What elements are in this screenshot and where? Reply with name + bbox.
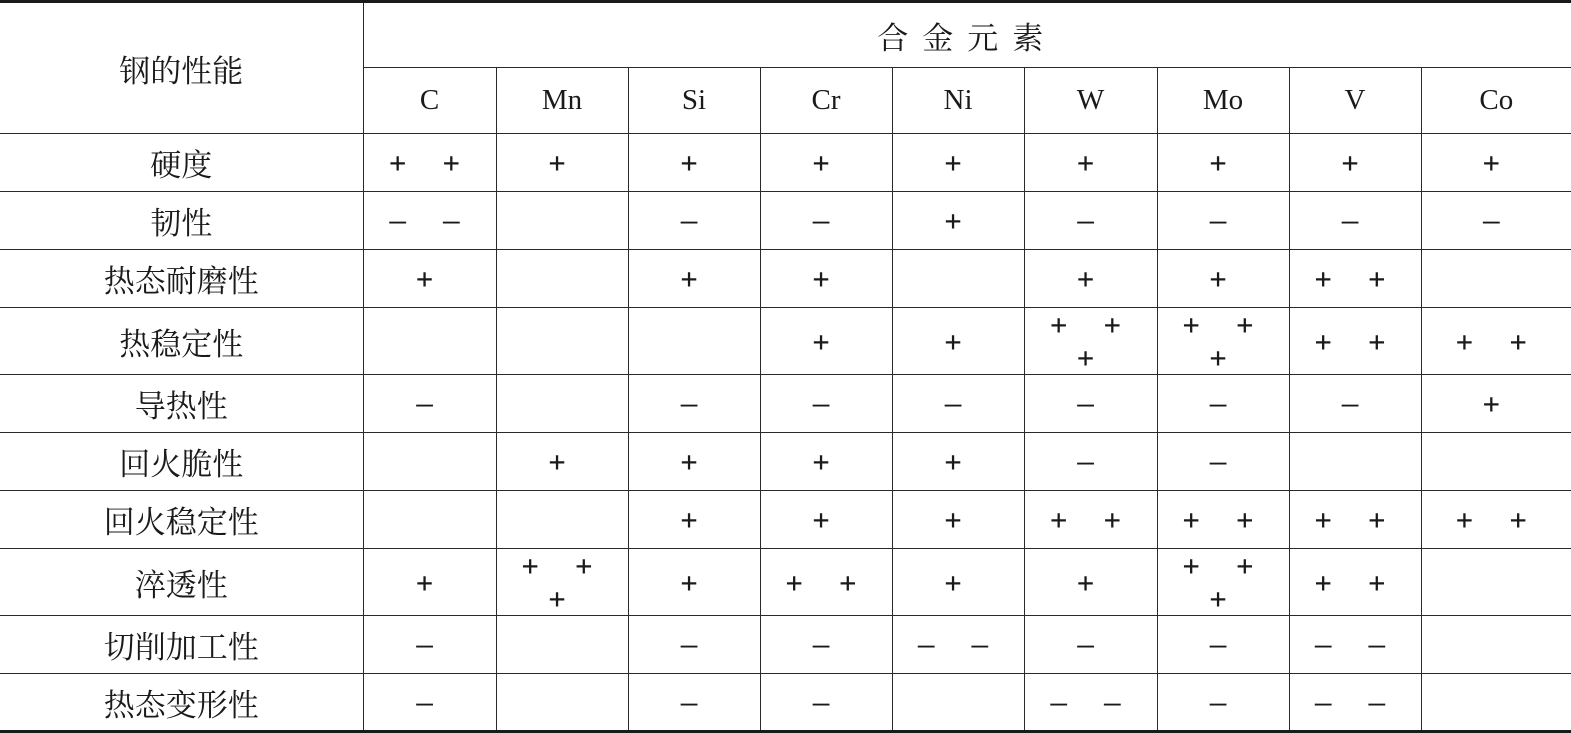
- effect-cell-v: +: [1289, 134, 1421, 192]
- element-header-c: C: [363, 68, 496, 134]
- effect-cell-mo: –: [1157, 433, 1289, 491]
- effect-cell-mo: + + +: [1157, 308, 1289, 375]
- table-row: [0, 134, 1571, 192]
- effect-cell-si: –: [628, 674, 760, 732]
- effect-cell-mo: + + +: [1157, 549, 1289, 616]
- effect-cell-ni: +: [892, 192, 1024, 250]
- effect-cell-mo: –: [1157, 674, 1289, 732]
- effect-cell-c: [363, 491, 496, 549]
- effect-cell-c: +: [363, 250, 496, 308]
- effect-cell-c: [363, 308, 496, 375]
- effect-cell-c: –: [363, 375, 496, 433]
- property-label: 淬透性: [0, 549, 363, 616]
- property-label: 热态耐磨性: [0, 250, 363, 308]
- effect-cell-cr: +: [760, 308, 892, 375]
- table-row: [0, 192, 1571, 250]
- effect-cell-cr: +: [760, 134, 892, 192]
- property-label: 切削加工性: [0, 616, 363, 674]
- table-row: [0, 308, 1571, 375]
- effect-cell-si: +: [628, 433, 760, 491]
- effect-cell-v: – –: [1289, 616, 1421, 674]
- property-label: 硬度: [0, 134, 363, 192]
- effect-cell-co: [1421, 433, 1571, 491]
- effect-cell-mn: + + +: [496, 549, 628, 616]
- effect-cell-w: –: [1024, 433, 1157, 491]
- effect-cell-c: –: [363, 674, 496, 732]
- effect-cell-si: +: [628, 549, 760, 616]
- effect-cell-cr: –: [760, 192, 892, 250]
- element-header-v: V: [1289, 68, 1421, 134]
- effect-cell-co: + +: [1421, 491, 1571, 549]
- effect-cell-co: +: [1421, 134, 1571, 192]
- effect-cell-si: –: [628, 375, 760, 433]
- effect-cell-ni: +: [892, 549, 1024, 616]
- effect-cell-v: –: [1289, 375, 1421, 433]
- effect-cell-mo: +: [1157, 134, 1289, 192]
- alloy-elements-header: 合金元素: [363, 2, 1571, 68]
- effect-cell-w: – –: [1024, 674, 1157, 732]
- effect-cell-v: + +: [1289, 308, 1421, 375]
- effect-cell-mo: –: [1157, 192, 1289, 250]
- effect-cell-co: [1421, 250, 1571, 308]
- effect-cell-c: + +: [363, 134, 496, 192]
- effect-cell-c: – –: [363, 192, 496, 250]
- effect-cell-ni: [892, 250, 1024, 308]
- effect-cell-ni: –: [892, 375, 1024, 433]
- effect-cell-co: –: [1421, 192, 1571, 250]
- effect-cell-cr: –: [760, 616, 892, 674]
- effect-cell-cr: –: [760, 375, 892, 433]
- effect-cell-ni: +: [892, 433, 1024, 491]
- effect-cell-w: –: [1024, 616, 1157, 674]
- property-label: 导热性: [0, 375, 363, 433]
- effect-cell-co: +: [1421, 375, 1571, 433]
- table-row: [0, 250, 1571, 308]
- element-header-co: Co: [1421, 68, 1571, 134]
- effect-cell-w: –: [1024, 192, 1157, 250]
- effect-cell-w: –: [1024, 375, 1157, 433]
- effect-cell-cr: + +: [760, 549, 892, 616]
- table-row: [0, 674, 1571, 732]
- effect-cell-mn: [496, 491, 628, 549]
- effect-cell-mn: +: [496, 433, 628, 491]
- effect-cell-cr: +: [760, 491, 892, 549]
- effect-cell-w: +: [1024, 549, 1157, 616]
- effect-cell-mo: –: [1157, 616, 1289, 674]
- table-row: [0, 549, 1571, 616]
- element-header-mn: Mn: [496, 68, 628, 134]
- property-label: 热稳定性: [0, 308, 363, 375]
- table-body: [0, 134, 1571, 732]
- effect-cell-ni: +: [892, 308, 1024, 375]
- property-label: 回火稳定性: [0, 491, 363, 549]
- effect-cell-mo: + +: [1157, 491, 1289, 549]
- effect-cell-si: +: [628, 134, 760, 192]
- effect-cell-w: + +: [1024, 491, 1157, 549]
- table-row: [0, 491, 1571, 549]
- effect-cell-w: +: [1024, 250, 1157, 308]
- effect-cell-v: + +: [1289, 549, 1421, 616]
- effect-cell-v: –: [1289, 192, 1421, 250]
- effect-cell-v: [1289, 433, 1421, 491]
- element-header-ni: Ni: [892, 68, 1024, 134]
- effect-cell-cr: –: [760, 674, 892, 732]
- element-header-cr: Cr: [760, 68, 892, 134]
- table-row: [0, 433, 1571, 491]
- effect-cell-si: +: [628, 250, 760, 308]
- table-row: [0, 616, 1571, 674]
- element-header-si: Si: [628, 68, 760, 134]
- effect-cell-cr: +: [760, 433, 892, 491]
- effect-cell-si: –: [628, 616, 760, 674]
- effect-cell-mn: [496, 192, 628, 250]
- property-label: 韧性: [0, 192, 363, 250]
- effect-cell-v: – –: [1289, 674, 1421, 732]
- effect-cell-c: +: [363, 549, 496, 616]
- effect-cell-co: + +: [1421, 308, 1571, 375]
- effect-cell-ni: +: [892, 134, 1024, 192]
- effect-cell-si: +: [628, 491, 760, 549]
- effect-cell-v: + +: [1289, 250, 1421, 308]
- effect-cell-ni: – –: [892, 616, 1024, 674]
- effect-cell-mn: [496, 375, 628, 433]
- effect-cell-co: [1421, 616, 1571, 674]
- effect-cell-w: + + +: [1024, 308, 1157, 375]
- effect-cell-cr: +: [760, 250, 892, 308]
- property-header: 钢的性能: [0, 2, 363, 134]
- effect-cell-ni: +: [892, 491, 1024, 549]
- effect-cell-w: +: [1024, 134, 1157, 192]
- effect-cell-c: [363, 433, 496, 491]
- property-label: 回火脆性: [0, 433, 363, 491]
- effect-cell-mo: +: [1157, 250, 1289, 308]
- effect-cell-v: + +: [1289, 491, 1421, 549]
- effect-cell-si: [628, 308, 760, 375]
- effect-cell-mn: [496, 250, 628, 308]
- element-header-mo: Mo: [1157, 68, 1289, 134]
- effect-cell-mo: –: [1157, 375, 1289, 433]
- effect-cell-co: [1421, 674, 1571, 732]
- property-label: 热态变形性: [0, 674, 363, 732]
- effect-cell-mn: +: [496, 134, 628, 192]
- effect-cell-c: –: [363, 616, 496, 674]
- effect-cell-mn: [496, 308, 628, 375]
- table-row: [0, 375, 1571, 433]
- effect-cell-co: [1421, 549, 1571, 616]
- effect-cell-si: –: [628, 192, 760, 250]
- effect-cell-mn: [496, 674, 628, 732]
- effect-cell-ni: [892, 674, 1024, 732]
- element-header-w: W: [1024, 68, 1157, 134]
- effect-cell-mn: [496, 616, 628, 674]
